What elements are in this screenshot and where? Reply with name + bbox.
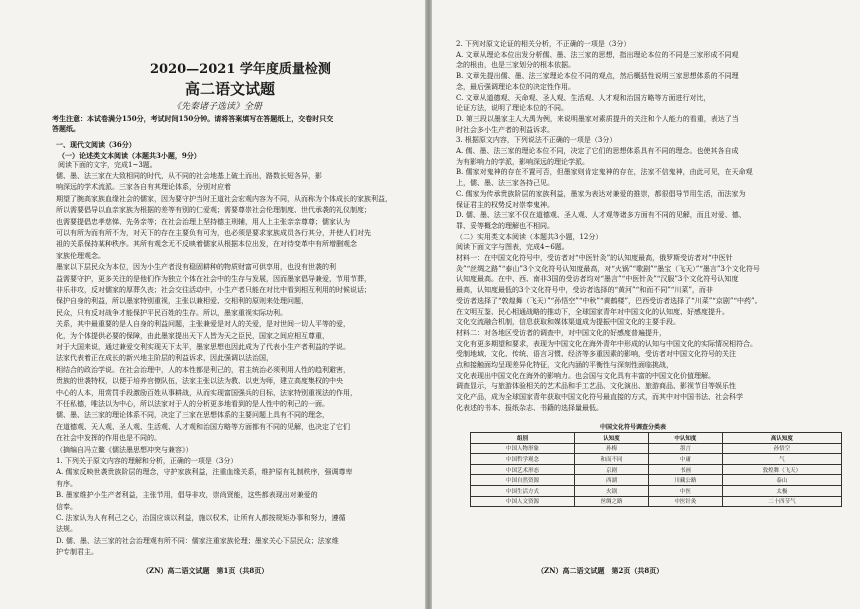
table-caption: 中国文化符号调查分类表 <box>600 424 667 431</box>
text-line: 受制地域、文化、传统、语言习惯、经济等多重因素的影响，受访者对中国文化符号的关注 <box>456 350 736 359</box>
text-line: （二）实用类文本阅读（本题共3小题，12分） <box>456 232 603 241</box>
exam-subtitle: 《先秦诸子选读》全册 <box>172 102 263 112</box>
page2-footer: （ZN）高二语文试题 第2页（共8页） <box>537 566 664 575</box>
text-line: 阅读下面文字与图表，完成4~6题。 <box>456 243 569 252</box>
page1-footer: （ZN）高二语文试题 第1页（共8页） <box>142 566 269 575</box>
text-line: 罪、妥等概念的理解也不相同。 <box>456 221 554 230</box>
table-cell: 泰山 <box>722 475 841 486</box>
text-line: 为有影响力的学派，影响深远的理论学派。 <box>456 157 589 166</box>
text-line: 儒、墨、法三家在大致相同的时代，从不同的社会地基上破土而出，路数长短各异，影 <box>56 172 322 180</box>
instruction: 阅读下面的文字，完成1~3题。 <box>58 161 157 169</box>
text-line: 化，为个体提供必要的保障，由此墨家提出天下人皆为天之臣民，国家之间应相互尊重， <box>56 331 329 340</box>
text-line: D. 儒、墨、法三家不仅在道德观、圣人观、人才观等诸多方面有不同的见解，而且对爱、德、 <box>456 211 746 220</box>
text-line: 文化有更多期望和要求，表现为中国文化在海外青年中形成的认知与中国文化的实际情况相符合。 <box>456 339 757 348</box>
text-line: 护专制君主。 <box>56 548 98 557</box>
table-cell: 书画 <box>648 464 722 475</box>
table-cell: 丝绸之路 <box>575 496 649 507</box>
text-line: 念，最后强调理论本位的决定性作用。 <box>456 82 575 91</box>
text-line: 文化表现出中国文化在海外的影响力。也会国与文化具有丰富的中国文化价值理解。 <box>456 371 715 380</box>
text-line: 可以有所为而有所不为，对天下的存在主要负有可为，也必须是要求家族成员各行其分，并使人们对先 <box>56 229 371 237</box>
text-line: 家族伦理观念。 <box>56 251 105 260</box>
table-header-cell: 组别 <box>471 433 575 444</box>
page-left <box>0 0 425 609</box>
table-row <box>471 475 842 486</box>
text-line: 也需要提倡忠孝慈悌、先务亲等；在社会治理上坚持德主刑辅，用人上主张亲亲尊尊；儒家认为 <box>56 217 350 226</box>
text-line: 对于大国来说，通过兼爱交利实现天下太平，墨家思想也因此成为了代表小生产者利益的学说。 <box>56 343 350 351</box>
text-line: 受访者选择了“敦煌舞（飞天）”“孙悟空”“中秋”“黄鹤楼”，巴西受访者选择了“川菜”“京剧”“中药”。 <box>456 296 762 305</box>
table-body <box>471 443 842 507</box>
text-line: B. 文章先提出儒、墨、法三家理论本位不同的观点，然后概括性说明三家思想体系的不同理 <box>456 72 739 81</box>
text-line: 时社会多小生产者的利益诉求。 <box>456 125 554 134</box>
table-header-cell: 中认知度 <box>648 433 722 444</box>
table-cell: 气 <box>722 454 841 465</box>
text-line: 有序。 <box>56 479 77 488</box>
table-cell: 中医 <box>648 485 722 496</box>
text-line: 文化交流融合机制，信息获取和媒体渠道成为提振中国文化的主要手段。 <box>456 318 680 327</box>
table-cell: 中国艺术形态 <box>471 464 575 475</box>
text-line: 民众，只有反对战争才能保护平民百姓的生存。所以，墨家重视实际功利。 <box>56 308 287 317</box>
page-right <box>432 0 860 609</box>
text-line: 中心的人本，用赏罚手段激励百姓从事耕战，从而实现富国强兵的目标，法家特别重视法的作用， <box>56 388 357 397</box>
text-line: 调查显示，与旅游体验相关的艺术品和手工艺品、文化演出、旅游商品、影视节目等娱乐性 <box>456 382 736 391</box>
text-line: 1. 下列关于原文内容的理解和分析，正确的一项是（3分） <box>56 457 238 465</box>
text-line: D. 儒、墨、法三家的社会治理观有所不同：儒家注重家族伦理；墨家关心下层民众；法家维 <box>56 536 339 545</box>
table-row <box>471 464 842 475</box>
table-cell: 中国哲学观念 <box>471 454 575 465</box>
text-line: 保护自身的利益，所以墨家特别重视，主张以兼相爱、交相利的原则来处理问题， <box>56 297 308 306</box>
table-cell: 中国人文资源 <box>471 496 575 507</box>
text-line: C. 文章从道德观、天命观、圣人观、生活观、人才观和治国方略等方面进行对比， <box>456 93 711 102</box>
text-line: 保证君主的权势反对崇奉鬼神。 <box>456 200 554 209</box>
exam-year-title: 2020—2021 学年度质量检测 <box>150 62 331 77</box>
text-line: 论证方法，说明了理论本位的不同。 <box>456 104 568 113</box>
text-line: 在社会中发挥的作用也是不同的。 <box>56 434 161 443</box>
text-line: 响深远的学术流派。三家各自有其理论体系，分别对应着 <box>56 183 231 192</box>
text-line: 法规。 <box>56 525 77 534</box>
text-line: 念的根由，也是三家划分的根本依据。 <box>456 61 575 70</box>
table-cell: 火锅 <box>575 485 649 496</box>
text-line: 在文明互鉴、民心相通战略的推动下，全球国家青年对中国文化的认知度、好感度提升。 <box>456 307 729 316</box>
text-line: 点和接触面均呈现差异化特征，文化内涵的平衡性与深刻性面临挑战， <box>456 361 673 369</box>
text-line: （摘编自冯立鳌《儒法墨思想冲突与兼容》） <box>56 445 193 454</box>
text-line: 认知度最高。在中、西、南非3国的受访者均对“墨言”“中医针灸”“汉服”3个文化符号认知度 <box>456 275 739 284</box>
table-cell: 中国自然资源 <box>471 475 575 486</box>
text-line: 相结合的政治学说。在社会治理中，人的本性都是利己的，君主统治必须利用人性的趋利避害， <box>56 365 350 374</box>
text-line: 灸”“丝绸之路”“泰山”3个文化符号认知度最高，对“火锅”“歌剧”“墨宝（飞天）”“墨言”3个文化符号 <box>456 264 760 273</box>
table-row <box>471 496 842 507</box>
text-line: 2. 下列对原文论证的相关分析，不正确的一项是（3分） <box>456 40 631 48</box>
text-line: 儒、墨、法三家的理论体系不同，决定了三家在思想体系的主要问题上具有不同的理念， <box>56 411 329 420</box>
text-line: 法家代表着正在成长的新兴地主阶层的利益诉求，因此强调以法治国， <box>56 354 273 363</box>
table-cell: 中医针灸 <box>648 496 722 507</box>
text-line: 墨家以下层民众为本位，因为小生产者没有稳固耕种的物质财富可供享用，也没有世袭的利 <box>56 263 336 272</box>
table-header-cell: 高认知度 <box>722 433 841 444</box>
table-cell: 中庸 <box>648 454 722 465</box>
text-line: 化表述的书本、报纸杂志、书籍的选择量最低。 <box>456 403 603 412</box>
table-cell: 和而不同 <box>575 454 649 465</box>
table-row <box>471 454 842 465</box>
culture-symbol-table <box>470 432 842 507</box>
table-cell: 孙悟空 <box>722 443 841 454</box>
text-line: 期望了腕高家族血缘社会的儒家，因为要守护当时王道社会宏观内容为不同，从而称为个体成长的家族利益， <box>56 194 392 203</box>
table-cell: 京剧 <box>575 464 649 475</box>
text-line: 贵族的世袭特权，以便于培养官僚队伍，法家主张以法为教、以吏为师，建立高度集权的中央 <box>56 377 343 386</box>
exam-main-title: 高二语文试题 <box>185 80 276 98</box>
table-cell: 孙梅 <box>575 443 649 454</box>
table-row <box>471 485 842 496</box>
exam-note: 考生注意：本试卷满分150分，考试时间150分钟。请将答案填写在答题纸上，交卷时只交 <box>52 114 334 123</box>
text-line: C. 儒家为传承贵族阶层的家族利益，墨家为表达对兼爱的推崇，都很倡导节用生活，而法家为 <box>456 189 746 198</box>
text-line: 材料二：对各地区受访者的调查中，对中国文化的好感度普遍提升， <box>456 328 666 337</box>
table-cell: 中国生活方式 <box>471 485 575 496</box>
text-line: 3. 根据原文内容，下列说法不正确的一项是（3分） <box>456 136 617 145</box>
text-line: 所以需要倡导以血亲家族为根据的差等有别的仁爱观；需要尊崇社会伦理制度、世代承袭的礼仪制度； <box>56 206 371 215</box>
text-line: 关系，其中最重要的是人自身的利益问题，主张兼爱是对人的关爱，是对世间一切人平等的爱， <box>56 320 350 329</box>
subsection-heading: （一）论述类文本阅读（本题共3小题，9分） <box>58 151 201 160</box>
text-line: 不任私德，唯法以为中心，所以法家对于人的分析更多地看到的是人性中的利己的一面。 <box>56 400 329 408</box>
book-gutter <box>425 0 432 609</box>
text-line: A. 儒、墨、法三家的理论本位不同，决定了它们的思想体系具有不同的理念。也使其各自成 <box>456 147 739 155</box>
text-line: 益需要守护，更多关注的是他们作为独立个体在社会中的生存与发展，因而墨家倡导兼爱，节用节葬， <box>56 274 371 283</box>
table-cell: 太极 <box>722 485 841 496</box>
text-line: B. 墨家维护小生产者利益，主张节用，倡导非攻，崇尚贤能，这些都表现出对兼爱的 <box>56 491 318 500</box>
table-cell: 川藏公路 <box>648 475 722 486</box>
section-heading: 一、现代文阅读（36分） <box>56 140 136 149</box>
text-line: 最高，认知度最低的3个文化符号中，受访者选择的“黄河”“和而不同”“川菜”，而非 <box>456 286 713 295</box>
table-cell: 西湖 <box>575 475 649 486</box>
table-cell: 二十四节气 <box>722 496 841 507</box>
text-line: A. 文章从理论本位出发分析儒、墨、法三家的思想，指出理论本位的不同是三家形成不同观 <box>456 50 739 59</box>
text-line: 文化产品，成为全球国家青年获取中国文化符号最直接的方式，而其中对中国书法、社会科学 <box>456 393 743 402</box>
table-row <box>471 443 842 454</box>
table-cell: 中国人物形象 <box>471 443 575 454</box>
text-line: 上，儒、墨、法三家各持己见。 <box>456 179 554 188</box>
table-header-row <box>471 433 842 444</box>
text-line: C. 法家认为人有利己之心，治国应该以利益，施以权术，让所有人都按规矩办事和努力，遵循 <box>56 514 346 522</box>
text-line: 材料一：在中国文化符号中，受访者对“中医针灸”的认知度最高，俄罗斯受访者对“中医针 <box>456 254 733 262</box>
text-line: 祖的关系保持某种秩序。其所有观念无不反映着儒家从根据本位出发，在对待变革中有所增删观念 <box>56 240 357 249</box>
text-line: B. 儒家对鬼神的存在不置可否，但墨家则肯定鬼神的存在，法家不信鬼神，由此可见，在天命观 <box>456 168 753 177</box>
text-line: 非乐非攻，反对儒家的厚葬久丧；社会交往活动中，小生产者只能在对比中看到相互利用的时候说话； <box>56 286 371 294</box>
text-line: A. 儒家反映世袭贵族阶层的理念，守护家族利益，注重血缘关系，维护原有礼制秩序，强调尊卑 <box>56 468 353 477</box>
text-line: D. 第三段以墨家主人大禹为例，来说明墨家对素质提升的关注和个人能力的看重，表达了当 <box>456 114 739 123</box>
text-line: 信奉。 <box>56 502 77 511</box>
exam-note-cont: 答题纸。 <box>52 124 80 133</box>
table-cell: 墨言 <box>648 443 722 454</box>
text-line: 在道德观、天人观、圣人观、生活观、人才观和治国方略等方面都有不同的见解，也决定了它们 <box>56 422 350 431</box>
table-cell: 敦煌舞（飞天） <box>722 464 841 475</box>
table-header-cell: 认知度 <box>575 433 649 444</box>
